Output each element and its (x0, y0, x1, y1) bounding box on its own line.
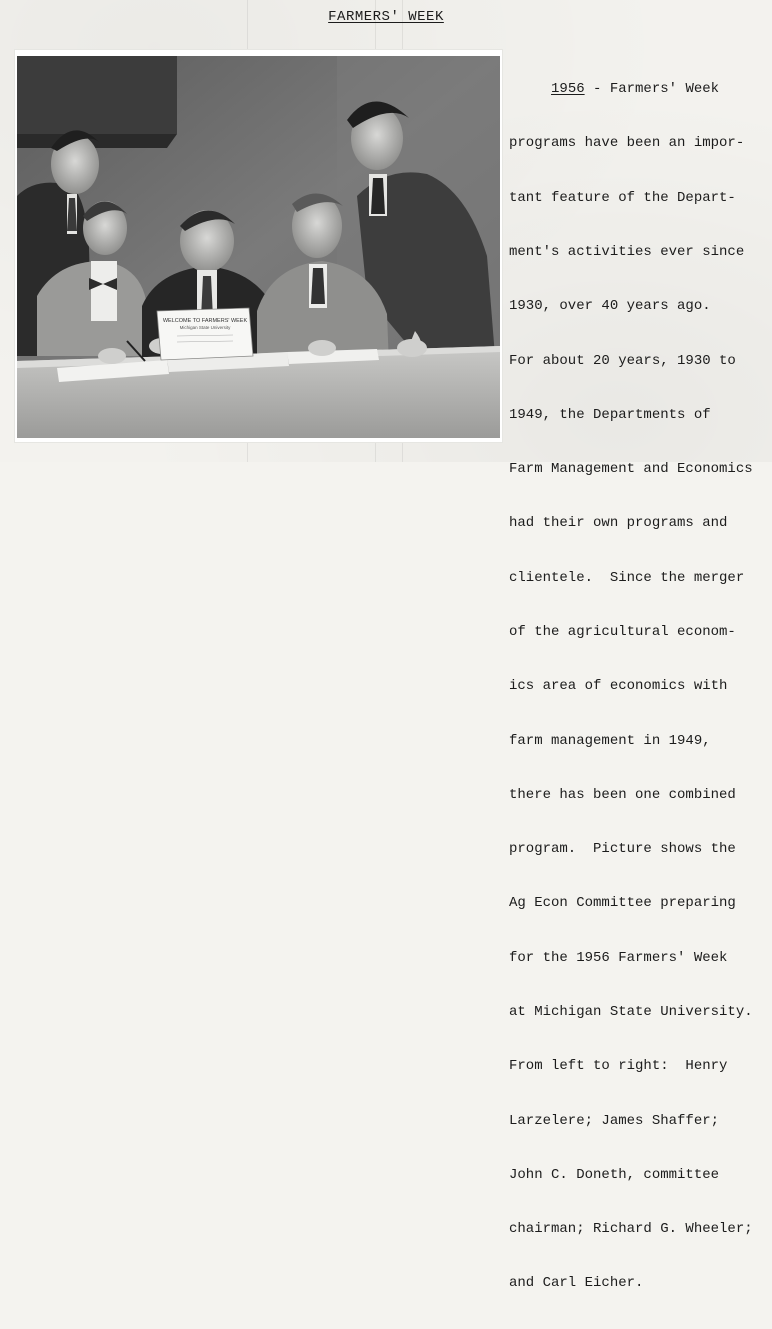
caption-line: Ag Econ Committee preparing (509, 895, 736, 912)
photograph-frame (15, 50, 502, 442)
flyer-subtitle: Michigan State University (179, 325, 231, 330)
page-heading-text: FARMERS' WEEK (328, 9, 444, 25)
caption-first-line-rest: - Farmers' Week (584, 81, 720, 98)
photo-caption (509, 44, 771, 1329)
flyer-title: WELCOME TO FARMERS' WEEK (162, 318, 248, 324)
caption-line: 1949, the Departments of (509, 406, 711, 423)
caption-line: John C. Doneth, committee (509, 1166, 720, 1183)
caption-line: From left to right: Henry (509, 1058, 728, 1075)
caption-line: and Carl Eicher. (509, 1275, 644, 1292)
page-heading (0, 9, 772, 25)
caption-line: at Michigan State University. (509, 1003, 753, 1020)
caption-first-line (509, 80, 771, 98)
caption-year: 1956 (551, 81, 585, 98)
caption-line: Farm Management and Economics (509, 461, 753, 478)
caption-line: programs have been an impor- (509, 135, 745, 152)
committee-photograph (17, 56, 500, 438)
caption-line: of the agricultural econom- (509, 624, 736, 640)
caption-line: Larzelere; James Shaffer; (509, 1112, 720, 1129)
caption-line: for the 1956 Farmers' Week (509, 949, 728, 966)
caption-line: tant feature of the Depart- (509, 189, 736, 206)
caption-line: For about 20 years, 1930 to (509, 352, 736, 369)
caption-line: farm management in 1949, (509, 732, 711, 749)
caption-line: had their own programs and (509, 515, 728, 532)
caption-line: chairman; Richard G. Wheeler; (509, 1221, 753, 1238)
caption-line: there has been one combined (509, 786, 736, 803)
caption-line: clientele. Since the merger (509, 569, 745, 586)
caption-line: 1930, over 40 years ago. (509, 298, 711, 315)
caption-line: program. Picture shows the (509, 841, 736, 858)
farmers-week-flyer (157, 308, 253, 360)
caption-line: ment's activities ever since (509, 244, 745, 261)
caption-line: ics area of economics with (509, 678, 728, 695)
